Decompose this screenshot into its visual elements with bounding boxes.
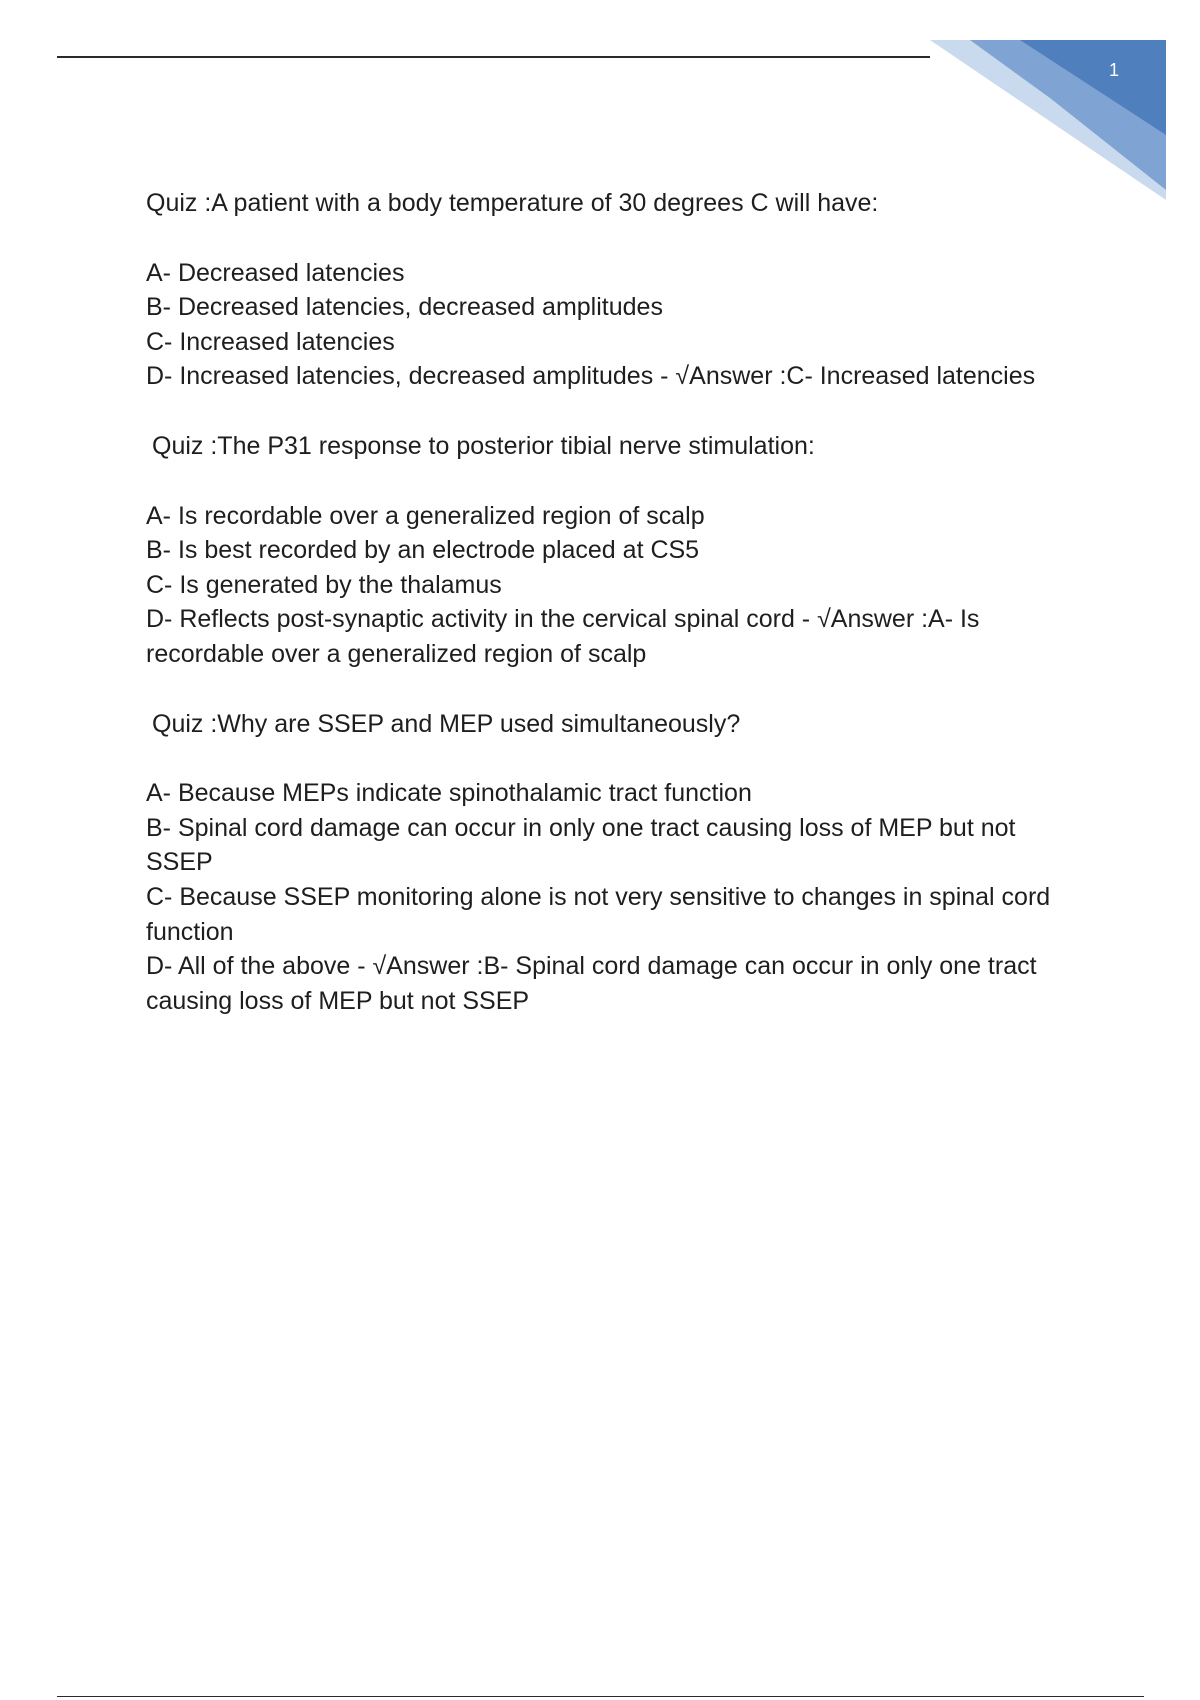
quiz-1 (146, 186, 1066, 394)
header-rule (57, 56, 930, 58)
quiz-3-option-a: A- Because MEPs indicate spinothalamic tract function (146, 779, 752, 808)
quiz-1-option-a: A- Decreased latencies (146, 258, 405, 287)
quiz-2-question: Quiz :The P31 response to posterior tibial nerve stimulation: (152, 431, 815, 460)
quiz-3 (146, 707, 1066, 1019)
quiz-3-option-b: B- Spinal cord damage can occur in only one tract causing loss of MEP but not SSEP (146, 813, 1016, 877)
quiz-3-question: Quiz :Why are SSEP and MEP used simultaneously? (152, 709, 741, 738)
quiz-1-option-c: C- Increased latencies (146, 327, 395, 356)
page-corner-decoration (930, 40, 1166, 200)
quiz-3-option-d-answer: D- All of the above - √Answer :B- Spinal cord damage can occur in only one tract causing loss of MEP but not SSEP (146, 952, 1037, 1015)
quiz-2-option-a: A- Is recordable over a generalized region of scalp (146, 501, 705, 530)
quiz-1-option-d-answer: D- Increased latencies, decreased amplitudes - √Answer :C- Increased latencies (146, 362, 1036, 391)
quiz-2 (146, 429, 1066, 672)
quiz-content (146, 186, 1066, 1053)
page-number: 1 (1108, 60, 1119, 80)
quiz-2-option-c: C- Is generated by the thalamus (146, 570, 502, 599)
quiz-1-option-b: B- Decreased latencies, decreased amplitudes (146, 293, 663, 322)
quiz-2-option-b: B- Is best recorded by an electrode placed at CS5 (146, 536, 700, 565)
quiz-3-option-c: C- Because SSEP monitoring alone is not very sensitive to changes in spinal cord function (146, 882, 1051, 946)
quiz-1-question: Quiz :A patient with a body temperature of 30 degrees C will have: (146, 189, 879, 217)
footer-rule (57, 1696, 1144, 1697)
quiz-2-option-d-answer: D- Reflects post-synaptic activity in the cervical spinal cord - √Answer :A- Is recordable over a generalized region of scalp (146, 605, 980, 668)
